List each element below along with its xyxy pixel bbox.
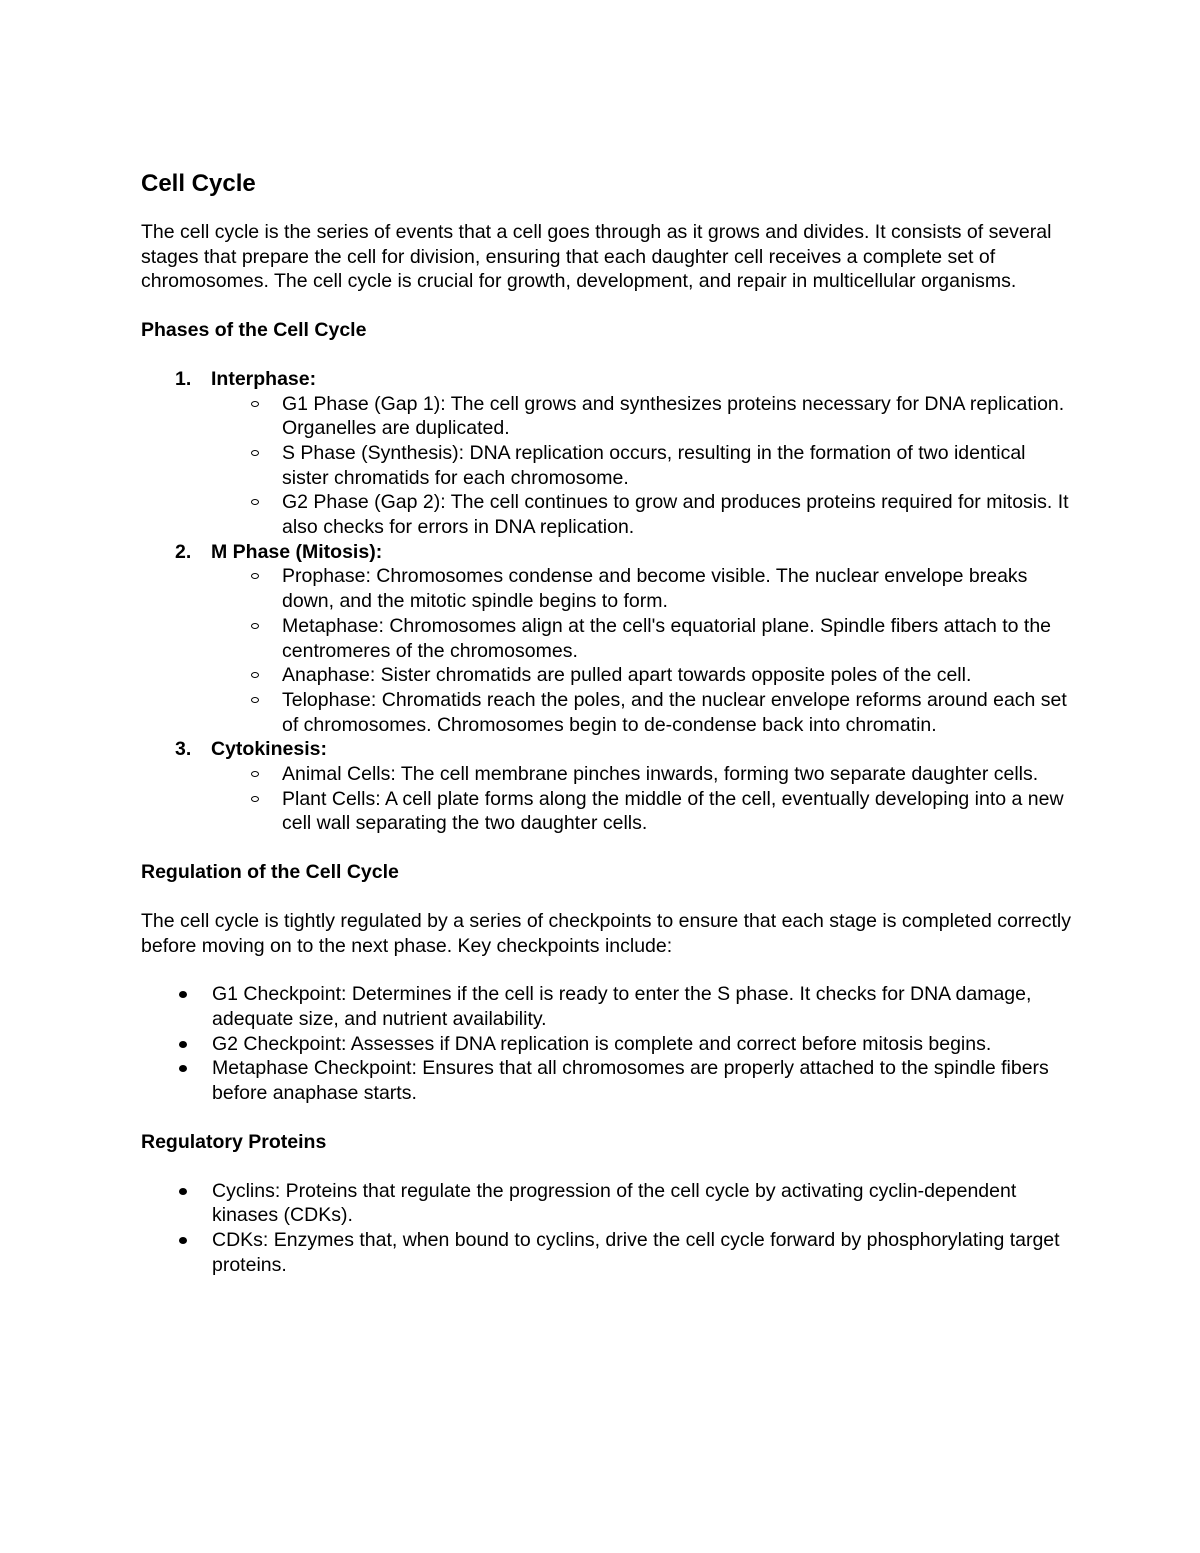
regulation-heading: Regulation of the Cell Cycle <box>141 861 399 884</box>
phase-sublist <box>211 564 1071 737</box>
phase-sublist <box>211 762 1071 836</box>
bullet-dot-icon <box>179 1188 187 1195</box>
sub-item-text: G2 Phase (Gap 2): The cell continues to grow and produces proteins required for mitosis. It also checks for errors in DNA replication. <box>282 491 1069 539</box>
sub-item-text: Telophase: Chromatids reach the poles, and the nuclear envelope reforms around each set of chromosomes. Chromosomes begin to de-condense back into chromatin. <box>282 688 1067 736</box>
list-item-text: Metaphase Checkpoint: Ensures that all chromosomes are properly attached to the spindle fibers before anaphase starts. <box>212 1057 1049 1105</box>
regulation-paragraph: The cell cycle is tightly regulated by a series of checkpoints to ensure that each stage is completed correctly before moving on to the next phase. Key checkpoints include: <box>141 909 1071 957</box>
phase-number: 3. <box>175 738 192 761</box>
phase-item-interphase <box>141 367 1071 540</box>
sub-item-text: S Phase (Synthesis): DNA replication occurs, resulting in the formation of two identical sister chromatids for each chromosome. <box>282 441 1026 489</box>
hollow-bullet-icon <box>251 796 259 802</box>
sub-list-item <box>141 564 1071 613</box>
proteins-heading: Regulatory Proteins <box>141 1130 327 1153</box>
phases-list <box>141 367 1071 836</box>
list-item-text: G1 Checkpoint: Determines if the cell is ready to enter the S phase. It checks for DNA damage, adequate size, and nutrient availability. <box>212 983 1032 1030</box>
list-item-text: G2 Checkpoint: Assesses if DNA replication is complete and correct before mitosis begins. <box>212 1032 992 1055</box>
phase-name: Interphase: <box>211 367 317 390</box>
sub-item-text: Animal Cells: The cell membrane pinches inwards, forming two separate daughter cells. <box>282 763 1039 786</box>
sub-list-item <box>141 392 1071 441</box>
bullet-dot-icon <box>179 991 187 998</box>
bullet-dot-icon <box>179 1065 187 1072</box>
sub-item-text: Anaphase: Sister chromatids are pulled apart towards opposite poles of the cell. <box>282 664 972 687</box>
intro-paragraph: The cell cycle is the series of events that a cell goes through as it grows and divides. It consists of several stages that prepare the cell for division, ensuring that each daughter cell receives a complete set of chromosomes. The cell cycle is crucial for growth, development, and repair in multicellular organisms. <box>141 221 1052 293</box>
document-page <box>141 166 1071 1277</box>
hollow-bullet-icon <box>251 450 259 456</box>
sub-list-item <box>141 787 1071 836</box>
phase-name: M Phase (Mitosis): <box>211 540 383 563</box>
sub-item-text: Metaphase: Chromosomes align at the cell's equatorial plane. Spindle fibers attach to the centromeres of the chromosomes. <box>282 614 1052 662</box>
list-item <box>141 982 1071 1031</box>
phase-item-cytokinesis <box>141 737 1071 836</box>
phase-number: 2. <box>175 540 192 563</box>
hollow-bullet-icon <box>251 499 259 505</box>
list-item <box>141 1056 1071 1105</box>
hollow-bullet-icon <box>251 623 259 629</box>
list-item-text: CDKs: Enzymes that, when bound to cyclins, drive the cell cycle forward by phosphorylating target proteins. <box>212 1228 1060 1276</box>
phase-number: 1. <box>175 367 192 390</box>
sub-list-item <box>141 762 1071 787</box>
phase-item-mitosis <box>141 540 1071 738</box>
sub-item-text: Plant Cells: A cell plate forms along the middle of the cell, eventually developing into a new cell wall separating the two daughter cells. <box>282 787 1064 835</box>
sub-list-item <box>141 688 1071 737</box>
sub-list-item <box>141 441 1071 490</box>
hollow-bullet-icon <box>251 697 259 703</box>
sub-item-text: Prophase: Chromosomes condense and become visible. The nuclear envelope breaks down, and the mitotic spindle begins to form. <box>282 565 1028 613</box>
sub-item-text: G1 Phase (Gap 1): The cell grows and synthesizes proteins necessary for DNA replication. Organelles are duplicated. <box>282 392 1065 440</box>
list-item-text: Cyclins: Proteins that regulate the progression of the cell cycle by activating cyclin-dependent kinases (CDKs). <box>212 1179 1017 1227</box>
list-item <box>141 1228 1071 1277</box>
phase-sublist <box>211 392 1071 540</box>
page-title: Cell Cycle <box>141 170 256 197</box>
sub-list-item <box>141 614 1071 663</box>
list-item <box>141 1179 1071 1228</box>
hollow-bullet-icon <box>251 401 259 407</box>
bullet-dot-icon <box>179 1237 187 1244</box>
hollow-bullet-icon <box>251 771 259 777</box>
phase-name: Cytokinesis: <box>211 738 327 761</box>
hollow-bullet-icon <box>251 573 259 579</box>
list-item <box>141 1032 1071 1057</box>
bullet-dot-icon <box>179 1041 187 1048</box>
phases-heading: Phases of the Cell Cycle <box>141 319 367 342</box>
proteins-list <box>141 1179 1071 1278</box>
sub-list-item <box>141 490 1071 539</box>
sub-list-item <box>141 663 1071 688</box>
hollow-bullet-icon <box>251 672 259 678</box>
checkpoints-list <box>141 982 1071 1106</box>
